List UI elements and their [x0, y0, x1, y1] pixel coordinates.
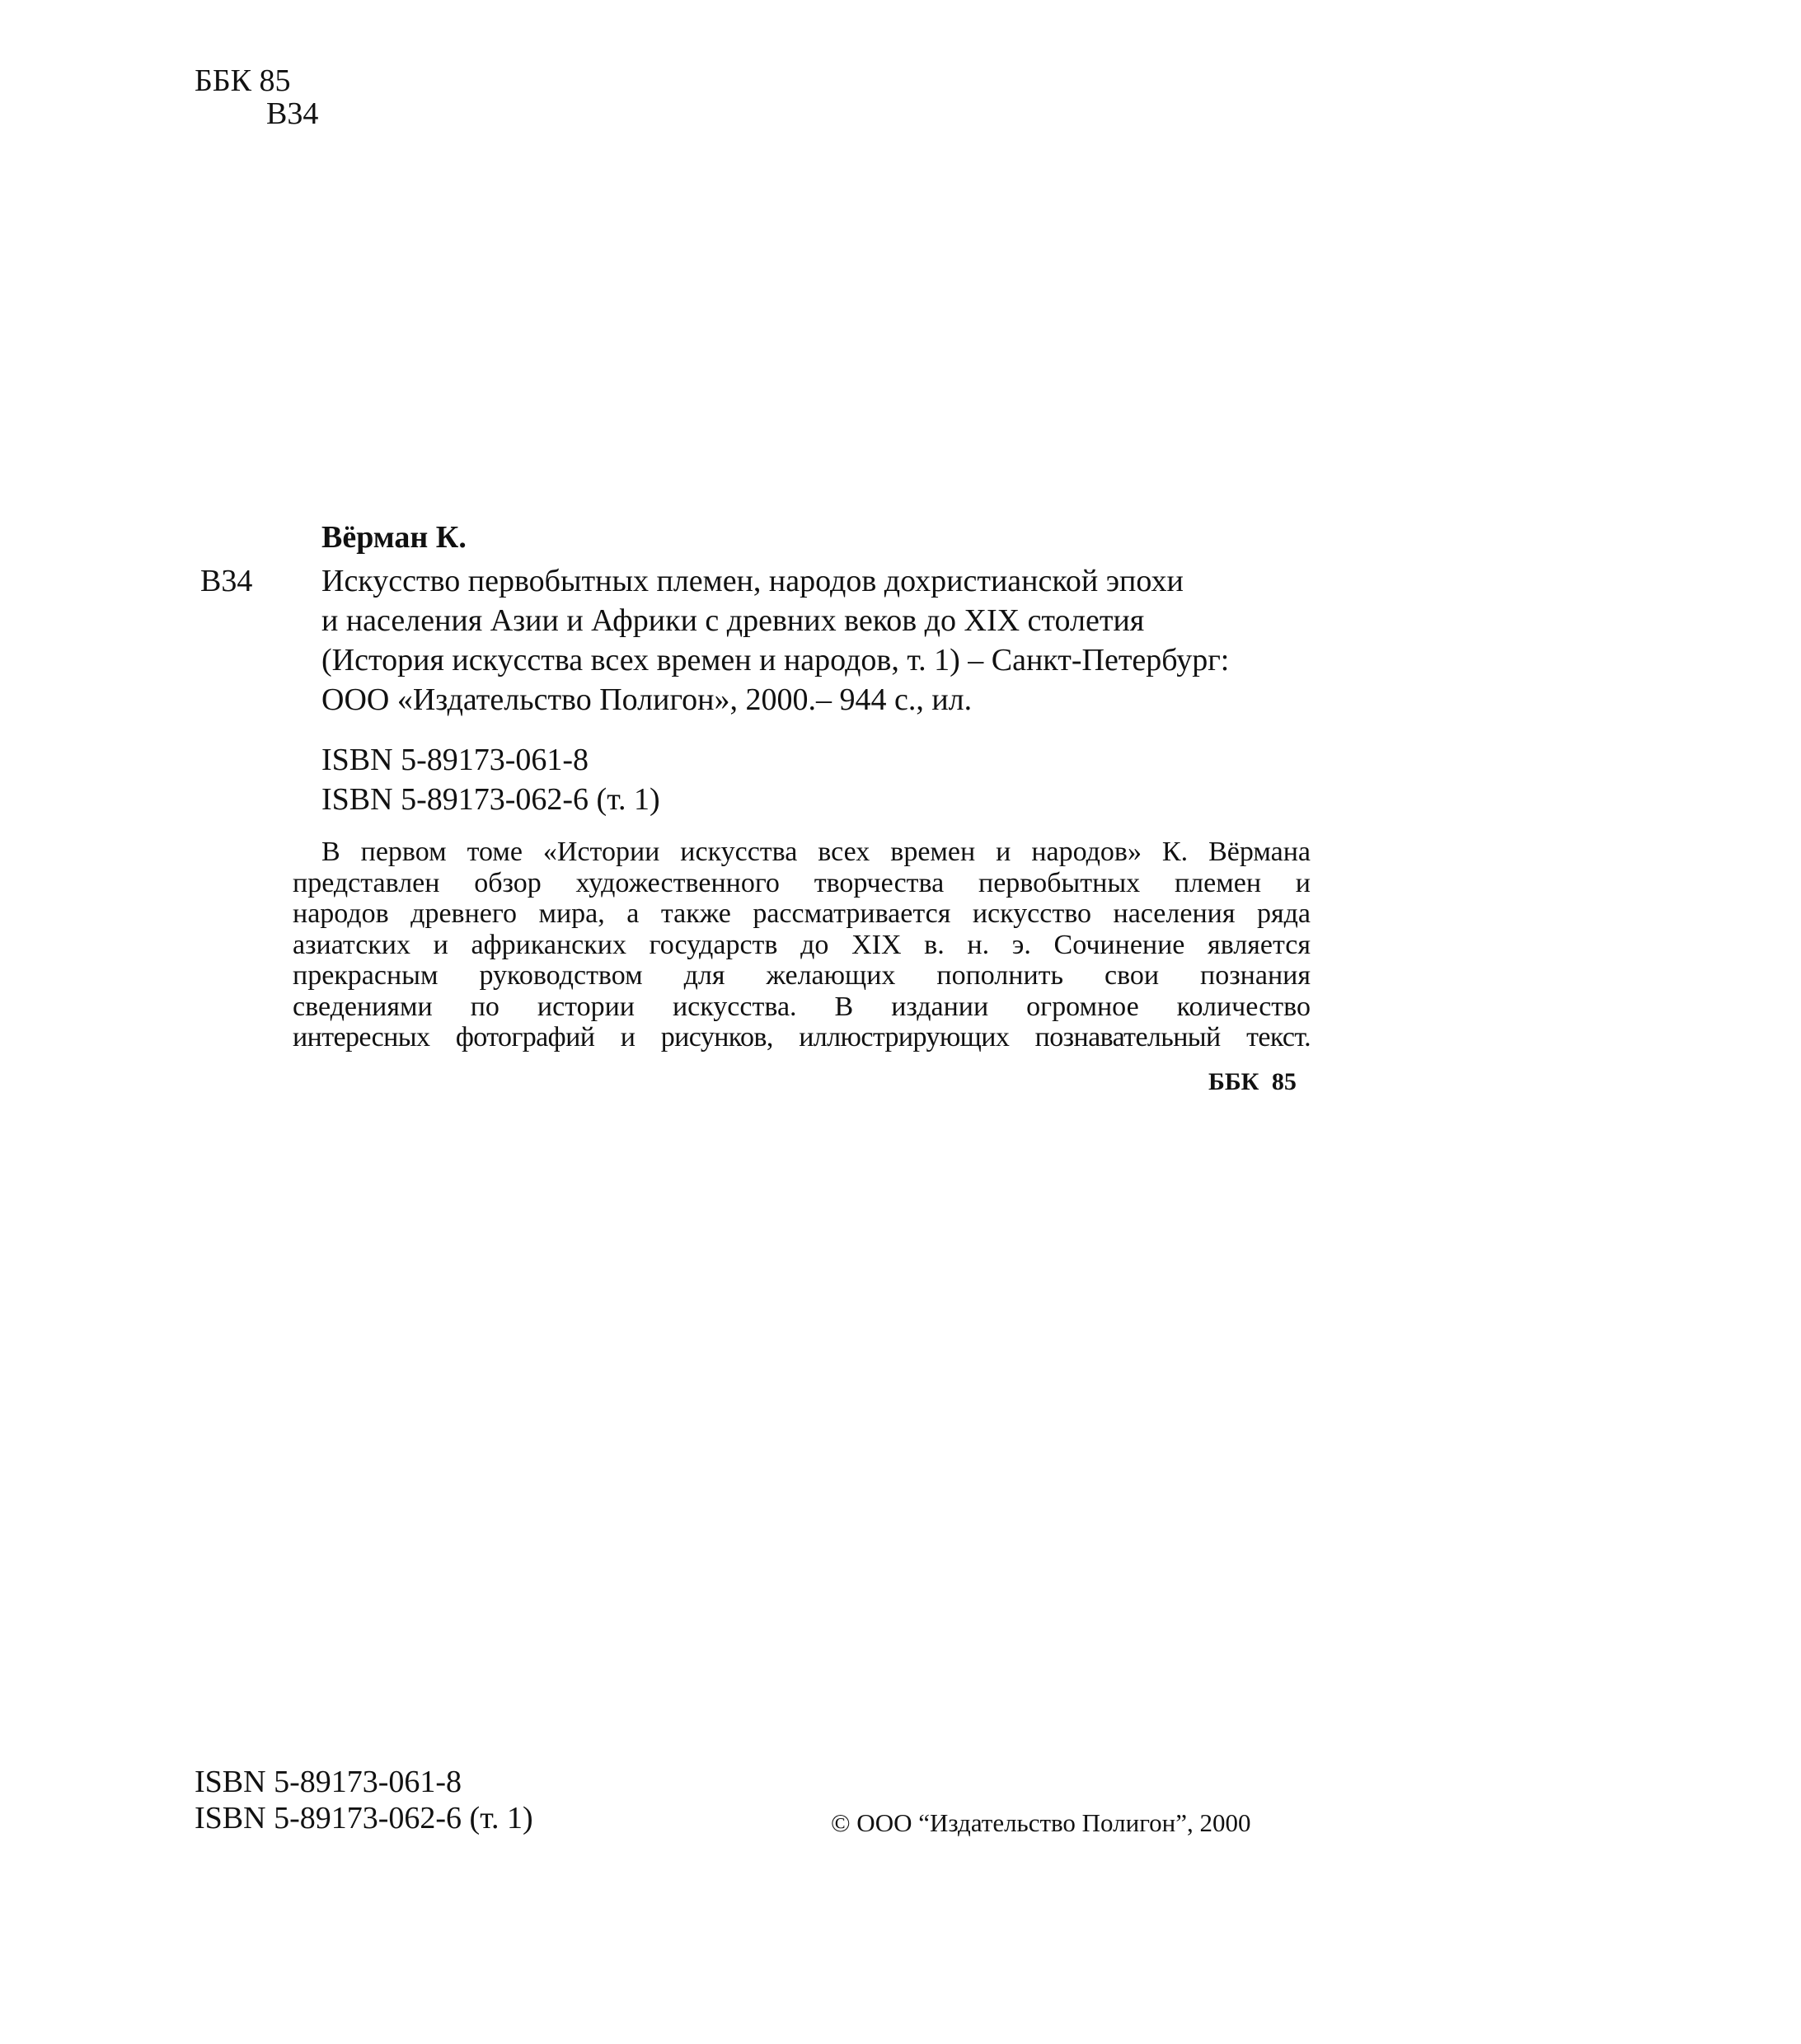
entry-isbn-list [321, 740, 660, 819]
annotation-line: В первом томе «Истории искусства всех времен и народов» К. Вёрмана [321, 837, 1311, 867]
annotation [293, 837, 1311, 1053]
copyright-notice: © ООО “Издательство Полигон”, 2000 [831, 1808, 1251, 1837]
annotation-line: прекрасным руководством для желающих пополнить свои познания [293, 960, 1311, 991]
annotation-line: сведениями по истории искусства. В издании огромное количество [293, 991, 1311, 1022]
footer-isbn-list [195, 1764, 533, 1836]
isbn-line: ISBN 5-89173-062-6 (т. 1) [195, 1801, 533, 1835]
author-sign: В34 [200, 564, 253, 598]
author-sign-top: В34 [266, 96, 319, 131]
isbn-line: ISBN 5-89173-061-8 [195, 1765, 462, 1799]
bibliographic-entry [321, 561, 1311, 720]
isbn-line: ISBN 5-89173-061-8 [321, 743, 589, 777]
entry-line: и населения Азии и Африки с древних веков до XIX столетия [321, 603, 1145, 638]
bbk-code-top: ББК 85 [195, 63, 291, 98]
bbk-code-annotation: ББК 85 [1208, 1068, 1297, 1095]
entry-line: Искусство первобытных племен, народов дохристианской эпохи [321, 564, 1184, 598]
author-name: Вёрман К. [321, 520, 467, 555]
annotation-line: народов древнего мира, а также рассматривается искусство населения ряда [293, 898, 1311, 929]
annotation-line: представлен обзор художественного творчества первобытных племен и [293, 867, 1311, 898]
isbn-line: ISBN 5-89173-062-6 (т. 1) [321, 782, 660, 817]
annotation-line: азиатских и африканских государств до XIX в. н. э. Сочинение является [293, 929, 1311, 960]
entry-line: ООО «Издательство Полигон», 2000.– 944 с., ил. [321, 682, 973, 717]
annotation-line: интересных фотографий и рисунков, иллюстрирующих познавательный текст. [293, 1022, 1311, 1052]
entry-line: (История искусства всех времен и народов, т. 1) – Санкт-Петербург: [321, 643, 1230, 677]
